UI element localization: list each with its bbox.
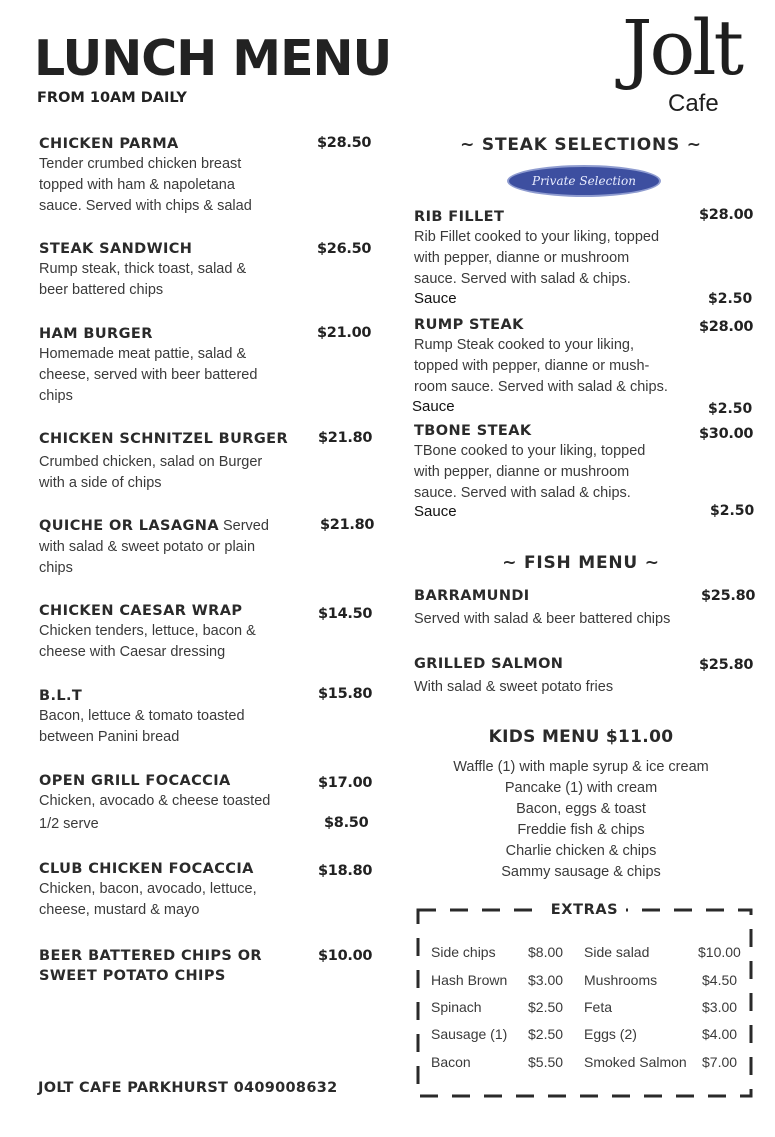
item-price: $18.80 bbox=[318, 863, 373, 879]
kids-menu-list bbox=[420, 757, 742, 883]
item-name: GRILLED SALMON bbox=[414, 656, 564, 672]
extras-box bbox=[416, 902, 753, 1098]
sauce-price: $2.50 bbox=[710, 503, 755, 519]
item-price: $30.00 bbox=[699, 426, 754, 442]
item-price: $17.00 bbox=[318, 775, 373, 791]
item-name: BARRAMUNDI bbox=[414, 588, 530, 604]
extra-price: $2.50 bbox=[528, 1026, 564, 1042]
extra-name: Sausage (1) bbox=[431, 1026, 508, 1042]
page-title: LUNCH MENU bbox=[34, 30, 392, 87]
fish-item-barramundi bbox=[414, 586, 714, 630]
extra-name: Smoked Salmon bbox=[584, 1054, 687, 1070]
item-desc: Bacon, lettuce & tomato toasted bbox=[39, 708, 245, 724]
menu-item-club-chicken-focaccia bbox=[39, 859, 309, 921]
item-price: $10.00 bbox=[318, 948, 373, 964]
item-name: HAM BURGER bbox=[39, 326, 153, 342]
extra-price: $8.00 bbox=[528, 944, 564, 960]
item-desc: With salad & sweet potato fries bbox=[414, 679, 614, 695]
list-item: Sammy sausage & chips bbox=[501, 864, 661, 880]
extras-title: EXTRAS bbox=[416, 902, 753, 918]
item-desc: Rump Steak cooked to your liking, bbox=[414, 337, 635, 353]
item-price: $21.00 bbox=[317, 325, 372, 341]
extra-price: $10.00 bbox=[698, 944, 741, 960]
item-desc: Homemade meat pattie, salad & bbox=[39, 346, 247, 362]
extra-name: Spinach bbox=[431, 999, 482, 1015]
item-name: CHICKEN SCHNITZEL BURGER bbox=[39, 431, 289, 447]
sauce-label: Sauce bbox=[414, 290, 457, 307]
extra-price: $3.00 bbox=[528, 972, 564, 988]
item-price: $26.50 bbox=[317, 241, 372, 257]
fish-item-grilled-salmon bbox=[414, 654, 714, 698]
item-desc: Rump steak, thick toast, salad & bbox=[39, 261, 247, 277]
logo-cafe-text: Cafe bbox=[668, 90, 719, 117]
extra-name: Bacon bbox=[431, 1054, 471, 1070]
steak-section-title: ~ STEAK SELECTIONS ~ bbox=[460, 135, 702, 155]
menu-item-open-grill-focaccia bbox=[39, 771, 309, 835]
item-desc: between Panini bread bbox=[39, 729, 180, 745]
sauce-label: Sauce bbox=[414, 503, 457, 520]
list-item: Charlie chicken & chips bbox=[505, 843, 657, 859]
extra-name: Hash Brown bbox=[431, 972, 508, 988]
extra-price: $2.50 bbox=[528, 999, 564, 1015]
extra-price: $4.00 bbox=[702, 1026, 738, 1042]
item-desc: topped with ham & napoletana bbox=[39, 177, 235, 193]
item-desc: with a side of chips bbox=[39, 475, 162, 491]
item-desc: beer battered chips bbox=[39, 282, 164, 298]
item-desc: with pepper, dianne or mushroom bbox=[414, 250, 630, 266]
item-desc: cheese with Caesar dressing bbox=[39, 644, 226, 660]
item-name: QUICHE OR LASAGNA bbox=[39, 518, 219, 534]
item-desc: TBone cooked to your liking, topped bbox=[414, 443, 646, 459]
list-item: Waffle (1) with maple syrup & ice cream bbox=[453, 759, 709, 775]
kids-section-title: KIDS MENU $11.00 bbox=[488, 727, 674, 747]
sauce-price: $2.50 bbox=[708, 291, 753, 307]
extra-price: $3.00 bbox=[702, 999, 738, 1015]
item-price: $28.00 bbox=[699, 319, 754, 335]
item-desc: cheese, served with beer battered bbox=[39, 367, 258, 383]
extra-price: $7.00 bbox=[702, 1054, 738, 1070]
list-item: Freddie fish & chips bbox=[517, 822, 645, 838]
item-desc: room sauce. Served with salad & chips. bbox=[414, 379, 668, 395]
list-item: Bacon, eggs & toast bbox=[516, 801, 646, 817]
item-desc: Served with salad & beer battered chips bbox=[414, 611, 671, 627]
item-desc: sauce. Served with salad & chips. bbox=[414, 485, 631, 501]
item-half-price: $8.50 bbox=[324, 815, 369, 831]
menu-item-ham-burger bbox=[39, 324, 309, 407]
footer-contact: JOLT CAFE PARKHURST 0409008632 bbox=[38, 1080, 338, 1096]
jolt-logo: Jolt bbox=[622, 3, 742, 92]
sauce-price: $2.50 bbox=[708, 401, 753, 417]
page-subtitle: FROM 10AM DAILY bbox=[37, 90, 187, 106]
item-name: RUMP STEAK bbox=[414, 317, 524, 333]
menu-item-chicken-schnitzel-burger bbox=[39, 429, 319, 494]
extra-name: Eggs (2) bbox=[584, 1026, 637, 1042]
item-name: OPEN GRILL FOCACCIA bbox=[39, 773, 231, 789]
menu-item-quiche-or-lasagna bbox=[39, 516, 319, 579]
item-desc: 1/2 serve bbox=[39, 816, 99, 832]
item-desc: topped with pepper, dianne or mush- bbox=[414, 358, 650, 374]
item-price: $14.50 bbox=[318, 606, 373, 622]
item-price: $25.80 bbox=[701, 588, 756, 604]
menu-item-chicken-parma bbox=[39, 134, 309, 217]
item-desc: Chicken, avocado & cheese toasted bbox=[39, 793, 271, 809]
item-desc: Chicken, bacon, avocado, lettuce, bbox=[39, 881, 257, 897]
steak-item-rump-steak bbox=[414, 315, 704, 398]
list-item: Pancake (1) with cream bbox=[504, 780, 658, 796]
extra-price: $4.50 bbox=[702, 972, 738, 988]
item-desc: with pepper, dianne or mushroom bbox=[414, 464, 630, 480]
menu-item-blt bbox=[39, 686, 309, 748]
badge-text: Private Selection bbox=[532, 174, 636, 188]
fish-section-title: ~ FISH MENU ~ bbox=[502, 553, 660, 573]
item-name: CHICKEN CAESAR WRAP bbox=[39, 603, 243, 619]
item-name: RIB FILLET bbox=[414, 209, 505, 225]
menu-item-steak-sandwich bbox=[39, 239, 309, 301]
extra-name: Side salad bbox=[584, 944, 650, 960]
item-price: $15.80 bbox=[318, 686, 373, 702]
item-price: $25.80 bbox=[699, 657, 754, 673]
item-desc: chips bbox=[39, 560, 73, 576]
item-desc: sauce. Served with chips & salad bbox=[39, 198, 252, 214]
item-name: STEAK SANDWICH bbox=[39, 241, 193, 257]
item-name: CHICKEN PARMA bbox=[39, 136, 179, 152]
steak-item-tbone-steak bbox=[414, 421, 704, 504]
item-price: $21.80 bbox=[320, 517, 375, 533]
item-name: BEER BATTERED CHIPS OR bbox=[39, 948, 262, 964]
item-desc: Crumbed chicken, salad on Burger bbox=[39, 454, 263, 470]
item-name: CLUB CHICKEN FOCACCIA bbox=[39, 861, 254, 877]
item-price: $28.50 bbox=[317, 135, 372, 151]
extra-name: Mushrooms bbox=[584, 972, 658, 988]
menu-item-chicken-caesar-wrap bbox=[39, 601, 309, 663]
item-name: B.L.T bbox=[39, 688, 83, 704]
item-name: TBONE STEAK bbox=[414, 423, 532, 439]
item-desc: sauce. Served with salad & chips. bbox=[414, 271, 631, 287]
item-price: $21.80 bbox=[318, 430, 373, 446]
extra-name: Feta bbox=[584, 999, 613, 1015]
menu-item-chips bbox=[39, 946, 309, 986]
item-price: $28.00 bbox=[699, 207, 754, 223]
extra-price: $5.50 bbox=[528, 1054, 564, 1070]
private-selection-logo bbox=[507, 165, 661, 197]
extra-name: Side chips bbox=[431, 944, 496, 960]
item-desc: Rib Fillet cooked to your liking, topped bbox=[414, 229, 660, 245]
item-desc: chips bbox=[39, 388, 73, 404]
sauce-label: Sauce bbox=[412, 398, 455, 415]
steak-item-rib-fillet bbox=[414, 207, 704, 290]
item-desc: with salad & sweet potato or plain bbox=[39, 539, 256, 555]
item-desc: cheese, mustard & mayo bbox=[39, 902, 200, 918]
item-name-line2: SWEET POTATO CHIPS bbox=[39, 968, 226, 984]
item-desc: Tender crumbed chicken breast bbox=[39, 156, 242, 172]
item-desc: Chicken tenders, lettuce, bacon & bbox=[39, 623, 256, 639]
item-desc-inline: Served bbox=[218, 518, 269, 534]
